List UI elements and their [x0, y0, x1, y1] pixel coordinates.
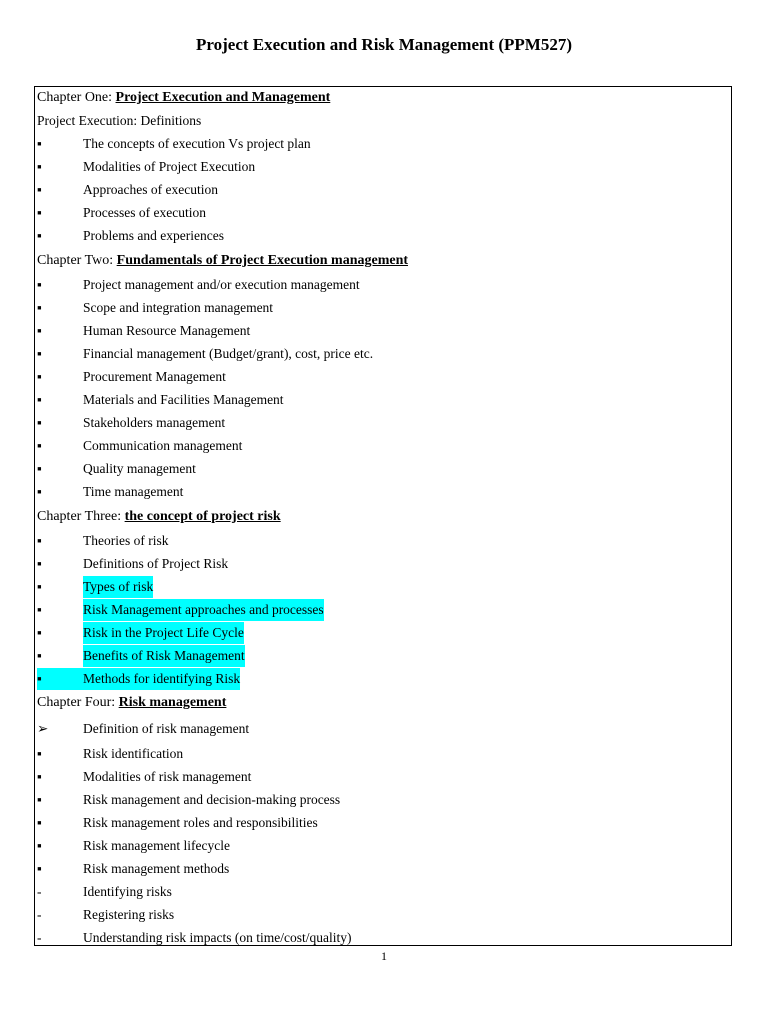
list-item-text: Project management and/or execution management [83, 277, 360, 292]
bullet-icon: ▪ [37, 392, 42, 407]
list-item-text: Problems and experiences [83, 228, 224, 243]
list-item [37, 789, 729, 811]
list-item-text: Risk Management approaches and processes [83, 599, 324, 621]
chapter-three-heading [37, 506, 729, 528]
list-item-text: Materials and Facilities Management [83, 392, 284, 407]
page-number: 1 [381, 949, 387, 963]
list-item-text: Communication management [83, 438, 243, 453]
list-item-text: Risk management and decision-making process [83, 792, 341, 807]
list-item-highlighted [37, 599, 729, 621]
bullet-icon: ▪ [37, 861, 42, 876]
list-item-text: Identifying risks [83, 884, 172, 899]
bullet-icon: ▪ [37, 205, 42, 220]
bullet-icon: ▪ [37, 461, 42, 476]
list-item-text: Definition of risk management [83, 721, 250, 736]
list-item-text: Processes of execution [83, 205, 206, 220]
list-item-highlighted [37, 576, 729, 598]
chapter-two-prefix: Chapter Two: [37, 253, 117, 268]
list-item [37, 858, 729, 880]
list-item-text: Theories of risk [83, 533, 169, 548]
bullet-icon: ▪ [37, 346, 42, 361]
list-item-text: Methods for identifying Risk [83, 668, 240, 690]
bullet-icon: ▪ [37, 556, 42, 571]
list-item [37, 743, 729, 765]
list-item-text: Modalities of risk management [83, 769, 252, 784]
dash-icon: - [37, 884, 42, 899]
bullet-icon: ▪ [37, 792, 42, 807]
list-item-text: Understanding risk impacts (on time/cost/quality) [83, 930, 352, 945]
list-item [37, 179, 729, 201]
list-item [37, 389, 729, 411]
chapter-four-heading [37, 692, 729, 714]
list-item [37, 553, 729, 575]
bullet-icon: ▪ [37, 136, 42, 151]
document-title: Project Execution and Risk Management (PPM527) [196, 35, 572, 54]
bullet-icon: ▪ [37, 533, 42, 548]
bullet-icon: ▪ [37, 625, 42, 640]
chapter-four-prefix: Chapter Four: [37, 695, 119, 710]
list-item [37, 812, 729, 834]
list-item-text: Risk in the Project Life Cycle [83, 622, 244, 644]
list-item [37, 297, 729, 319]
list-item-highlighted [37, 668, 729, 690]
bullet-icon: ▪ [37, 323, 42, 338]
chapter-one-subheading: Project Execution: Definitions [37, 113, 202, 128]
list-item-text: Approaches of execution [83, 182, 218, 197]
arrow-icon: ➢ [37, 721, 49, 736]
list-item [37, 766, 729, 788]
list-item-text: Procurement Management [83, 369, 226, 384]
list-item [37, 458, 729, 480]
bullet-icon: ▪ [37, 415, 42, 430]
bullet-icon: ▪ [37, 182, 42, 197]
list-item-text: Risk management lifecycle [83, 838, 230, 853]
highlight-fill [45, 668, 83, 690]
list-item [37, 530, 729, 552]
list-item [37, 133, 729, 155]
bullet-icon: ▪ [37, 277, 42, 292]
list-item-text: Human Resource Management [83, 323, 251, 338]
list-item [37, 156, 729, 178]
list-item-text: Scope and integration management [83, 300, 274, 315]
chapter-one-heading [37, 87, 729, 109]
chapter-one-prefix: Chapter One: [37, 90, 116, 105]
chapter-three-title: the concept of project risk [124, 509, 281, 524]
list-item [37, 343, 729, 365]
list-item-text: Registering risks [83, 907, 175, 922]
chapter-four-title: Risk management [118, 695, 227, 710]
course-outline-table [34, 86, 732, 946]
bullet-icon: ▪ [37, 602, 42, 617]
bullet-icon: ▪ [37, 815, 42, 830]
list-item-text: Benefits of Risk Management [83, 645, 245, 667]
list-item-text: Risk management roles and responsibilities [83, 815, 318, 830]
list-item-text: Time management [83, 484, 184, 499]
list-item [37, 435, 729, 457]
list-item-text: Quality management [83, 461, 196, 476]
bullet-icon: ▪ [37, 300, 42, 315]
bullet-icon: ▪ [37, 746, 42, 761]
list-item-text: Risk identification [83, 746, 184, 761]
list-item-text: The concepts of execution Vs project plan [83, 136, 311, 151]
list-item [37, 320, 729, 342]
list-item [37, 225, 729, 247]
list-item [37, 366, 729, 388]
list-item [37, 835, 729, 857]
chapter-two-heading [37, 250, 729, 272]
chapter-three-prefix: Chapter Three: [37, 509, 125, 524]
list-item-text: Modalities of Project Execution [83, 159, 256, 174]
list-item [37, 202, 729, 224]
bullet-icon: ▪ [37, 668, 45, 690]
list-item-highlighted [37, 622, 729, 644]
chapter-two-title: Fundamentals of Project Execution management [116, 253, 409, 268]
list-item-text: Risk management methods [83, 861, 230, 876]
list-item-text: Definitions of Project Risk [83, 556, 229, 571]
bullet-icon: ▪ [37, 579, 42, 594]
list-item [37, 274, 729, 296]
dash-icon: - [37, 930, 42, 945]
bullet-icon: ▪ [37, 838, 42, 853]
dash-icon: - [37, 907, 42, 922]
list-item-highlighted [37, 645, 729, 667]
list-item-text: Types of risk [83, 576, 153, 598]
list-item [37, 481, 729, 503]
list-item [37, 927, 729, 949]
list-item [37, 718, 729, 740]
list-item [37, 904, 729, 926]
bullet-icon: ▪ [37, 369, 42, 384]
list-item-text: Stakeholders management [83, 415, 226, 430]
list-item [37, 412, 729, 434]
list-item [37, 881, 729, 903]
bullet-icon: ▪ [37, 769, 42, 784]
bullet-icon: ▪ [37, 648, 42, 663]
bullet-icon: ▪ [37, 228, 42, 243]
bullet-icon: ▪ [37, 484, 42, 499]
bullet-icon: ▪ [37, 159, 42, 174]
chapter-one-title: Project Execution and Management [115, 90, 331, 105]
bullet-icon: ▪ [37, 438, 42, 453]
list-item-text: Financial management (Budget/grant), cost, price etc. [83, 346, 374, 361]
